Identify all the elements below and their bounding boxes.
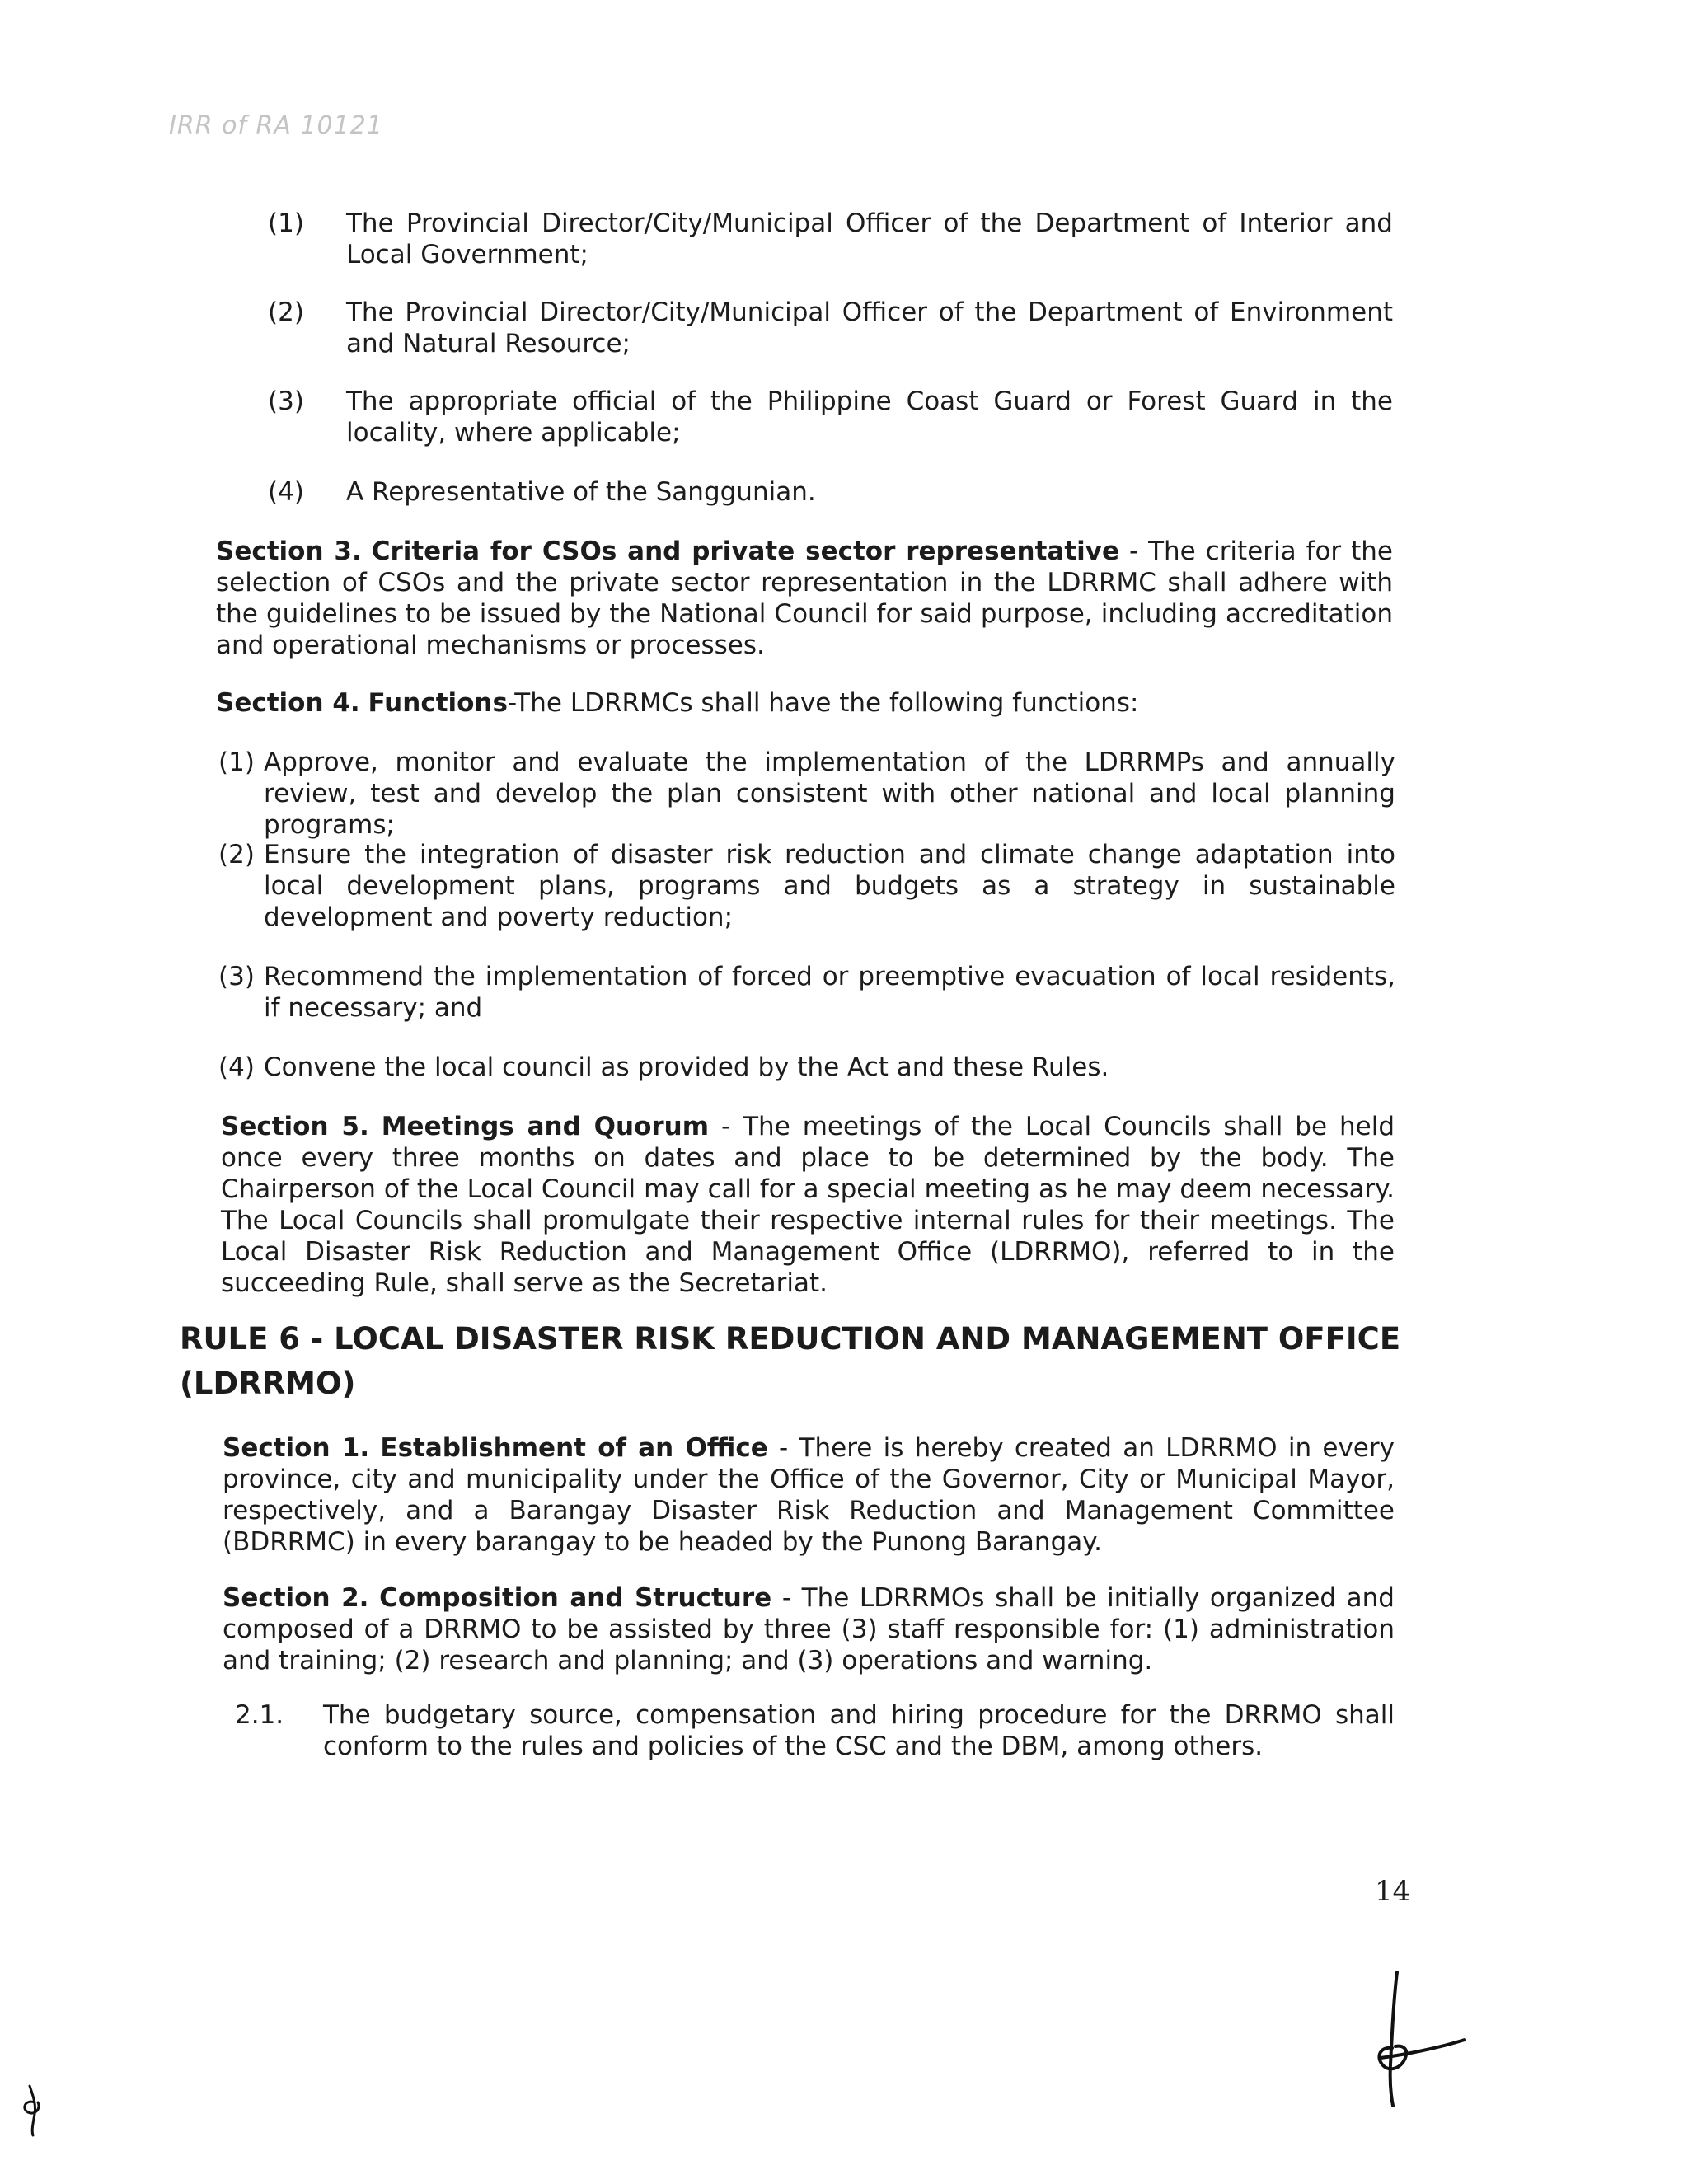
section-3-body: - The criteria for the selection of CSOs and the private sector representation in the LDRRMC shall adhere with the guidelines to be issued by the National Council for said purpose, including accreditation and operational mechanisms or processes. [216, 537, 1393, 660]
section-5-paragraph [221, 1111, 1395, 1299]
list-item-text: Recommend the implementation of forced or preemptive evacuation of local residents, if necessary; and [264, 962, 1395, 1023]
list-item [218, 839, 1395, 933]
initials-signature-icon [1372, 1966, 1471, 2114]
list-item-number: (2) [218, 840, 255, 869]
rule-6-heading: RULE 6 - LOCAL DISASTER RISK REDUCTION AND MANAGEMENT OFFICE (LDRRMO) [180, 1321, 1401, 1401]
list-item-text: Convene the local council as provided by the Act and these Rules. [264, 1052, 1109, 1082]
list-item [268, 386, 1393, 448]
rule-6-section-1-label: Section 1. [223, 1433, 370, 1463]
section-5-title: Meetings and Quorum [381, 1112, 710, 1141]
section-4-paragraph [216, 687, 1393, 719]
list-item-number: (3) [268, 387, 304, 416]
list-item-text: The appropriate official of the Philippine Coast Guard or Forest Guard in the locality, where applicable; [346, 387, 1393, 448]
subsection-2-1 [235, 1699, 1395, 1762]
page-number: 14 [1375, 1875, 1411, 1908]
section-3-title: Criteria for CSOs and private sector representative [371, 537, 1120, 566]
list-item-number: (2) [268, 298, 304, 327]
list-item-number: (1) [218, 748, 255, 777]
list-item-text: The Provincial Director/City/Municipal Officer of the Department of Environment and Natural Resource; [346, 298, 1393, 359]
list-item-text: Approve, monitor and evaluate the implementation of the LDRRMPs and annually review, test and develop the plan consistent with other national and local planning programs; [264, 748, 1395, 840]
section-4-body: -The LDRRMCs shall have the following functions: [507, 688, 1139, 718]
rule-6-section-1-paragraph [223, 1432, 1395, 1558]
section-3-label: Section 3. [216, 537, 362, 566]
list-item [218, 747, 1395, 841]
initials-mark-icon [18, 2081, 51, 2139]
list-item-number: (1) [268, 209, 304, 238]
list-item [268, 297, 1393, 359]
subsection-number: 2.1. [235, 1700, 284, 1730]
running-header: IRR of RA 10121 [169, 111, 383, 140]
list-item [218, 961, 1395, 1024]
rule-6-section-2-label: Section 2. [223, 1583, 369, 1613]
section-5-label: Section 5. [221, 1112, 369, 1141]
list-item-text: A Representative of the Sanggunian. [346, 477, 816, 507]
section-5-body: - The meetings of the Local Councils shall be held once every three months on dates and place to be determined by the body. The Chairperson of the Local Council may call for a special meeting as he may deem necessary. The Local Councils shall promulgate their respective internal rules for their meetings. The Local Disaster Risk Reduction and Management Office (LDRRMO), referred to in the succeeding Rule, shall serve as the Secretariat. [221, 1112, 1395, 1298]
list-item-text: Ensure the integration of disaster risk reduction and climate change adaptation into local development plans, programs and budgets as a strategy in sustainable development and poverty reduction; [264, 840, 1395, 932]
rule-6-section-2-body: - The LDRRMOs shall be initially organized and composed of a DRRMO to be assisted by three (3) staff responsible for: (1) administration and training; (2) research and planning; and (3) operations and warning. [223, 1583, 1395, 1675]
subsection-text: The budgetary source, compensation and hiring procedure for the DRRMO shall conform to the rules and policies of the CSC and the DBM, among others. [323, 1700, 1395, 1761]
section-3-paragraph [216, 536, 1393, 661]
rule-6-section-1-title: Establishment of an Office [380, 1433, 768, 1463]
rule-6-section-2-paragraph [223, 1582, 1395, 1676]
section-4-title: Functions [368, 688, 508, 718]
list-item [218, 1052, 1395, 1083]
rule-6-section-2-title: Composition and Structure [379, 1583, 772, 1613]
list-item-number: (3) [218, 962, 255, 991]
list-item-number: (4) [268, 477, 304, 507]
section-4-label: Section 4. [216, 688, 360, 718]
list-item [268, 476, 1393, 508]
rule-6-section-1-body: - There is hereby created an LDRRMO in every province, city and municipality under the Office of the Governor, City or Municipal Mayor, respectively, and a Barangay Disaster Risk Reduction and Management Committee (BDRRMC) in every barangay to be headed by the Punong Barangay. [223, 1433, 1395, 1557]
list-item-text: The Provincial Director/City/Municipal Officer of the Department of Interior and Local Government; [346, 209, 1393, 269]
list-item [268, 208, 1393, 270]
list-item-number: (4) [218, 1052, 255, 1082]
